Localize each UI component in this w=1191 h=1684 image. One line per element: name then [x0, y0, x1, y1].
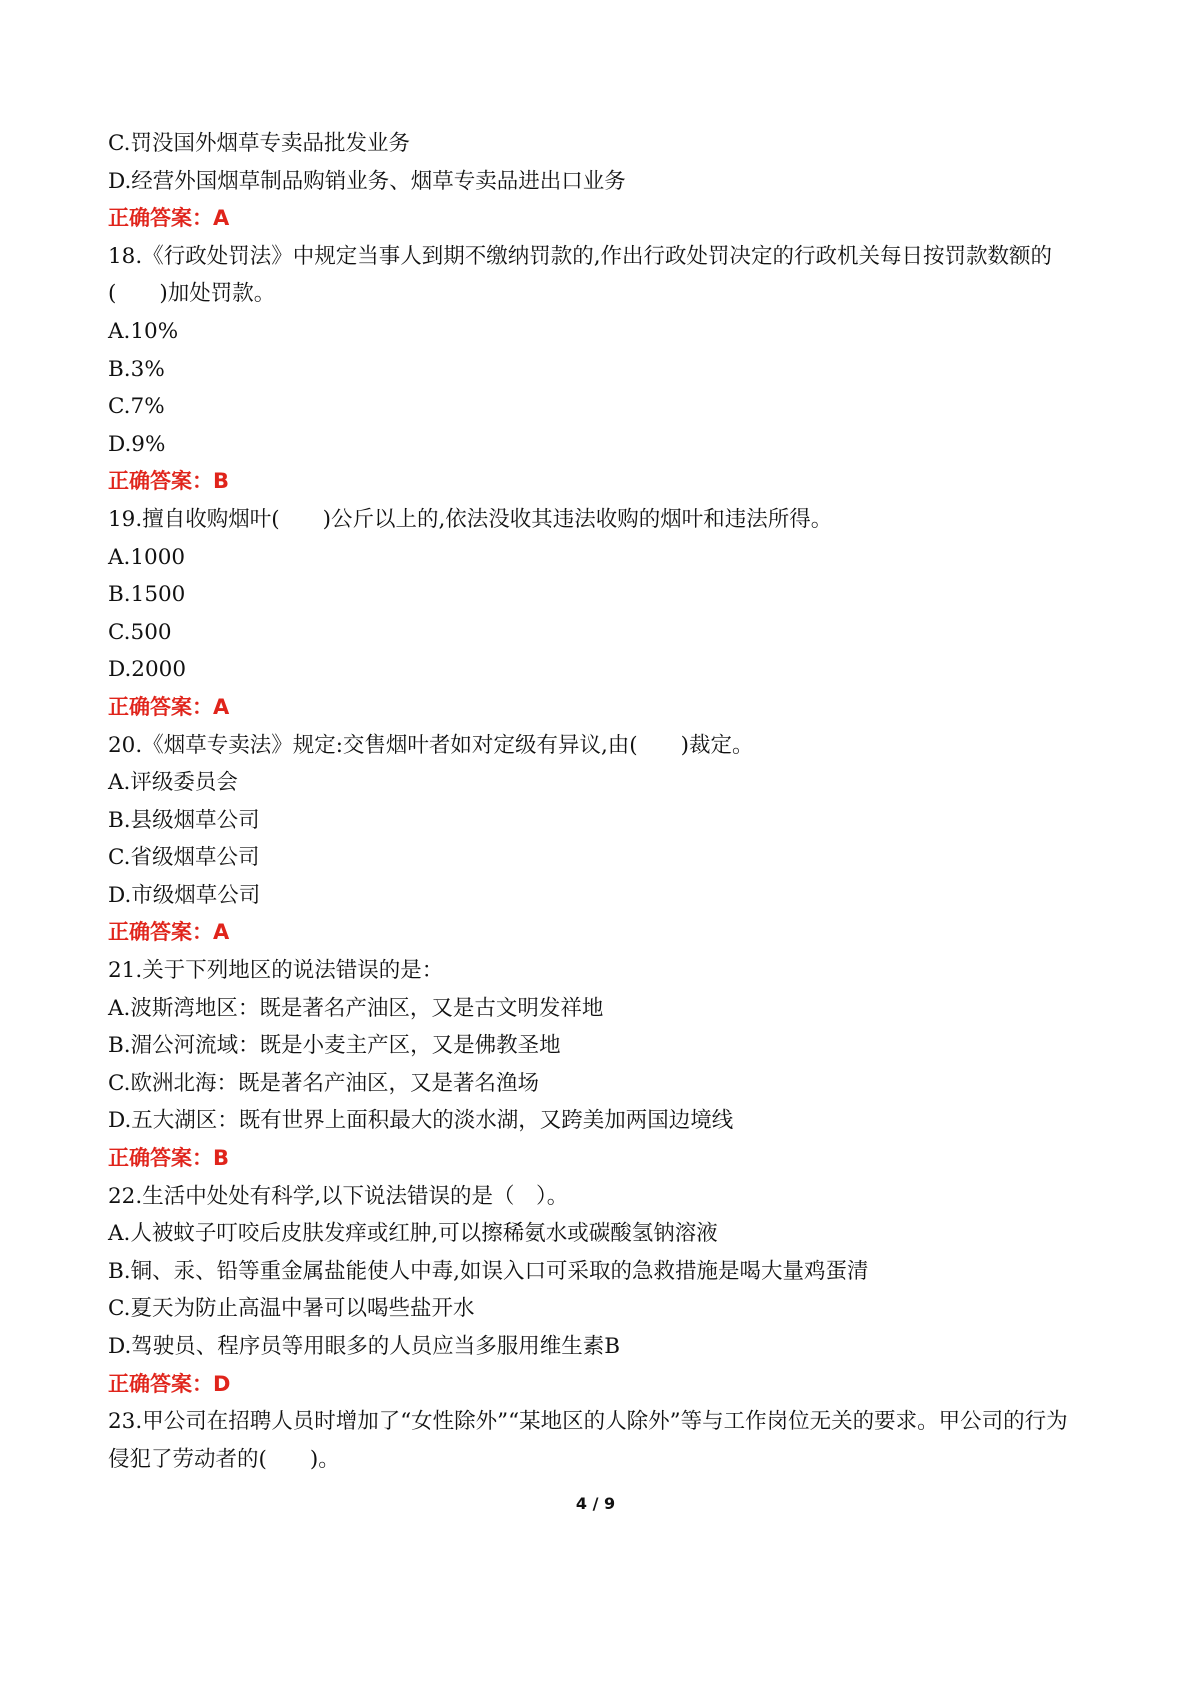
- option-line: C.罚没国外烟草专卖品批发业务: [108, 131, 411, 156]
- option-line: B.县级烟草公司: [108, 807, 260, 833]
- option-line: C.欧洲北海：既是著名产油区，又是著名渔场: [108, 1070, 540, 1096]
- option-line: D.经营外国烟草制品购销业务、烟草专卖品进出口业务: [108, 168, 626, 194]
- option-line: C.7%: [108, 394, 165, 420]
- question-text: 22.生活中处处有科学,以下说法错误的是（ ）。: [108, 1183, 569, 1209]
- question-text: 20.《烟草专卖法》规定:交售烟叶者如对定级有异议,由( )裁定。: [108, 732, 754, 758]
- option-line: D.市级烟草公司: [108, 882, 261, 908]
- option-line: C.省级烟草公司: [108, 845, 260, 871]
- option-line: A.波斯湾地区：既是著名产油区，又是古文明发祥地: [108, 995, 604, 1021]
- correct-answer: 正确答案：B: [108, 469, 230, 494]
- option-line: D.五大湖区：既有世界上面积最大的淡水湖，又跨美加两国边境线: [108, 1108, 734, 1134]
- option-line: B.3%: [108, 356, 165, 382]
- correct-answer: 正确答案：B: [108, 1146, 230, 1171]
- option-line: D.驾驶员、程序员等用眼多的人员应当多服用维生素B: [108, 1334, 621, 1359]
- question-text: 23.甲公司在招聘人员时增加了“女性除外”“某地区的人除外”等与工作岗位无关的要求。甲公司的行为侵犯了劳动者的( )。: [108, 1409, 1068, 1472]
- option-line: A.10%: [108, 318, 179, 344]
- correct-answer: 正确答案：A: [108, 694, 230, 719]
- option-line: B.湄公河流域：既是小麦主产区，又是佛教圣地: [108, 1033, 561, 1059]
- page-number: 4 / 9: [575, 1494, 616, 1513]
- option-line: D.2000: [108, 657, 187, 683]
- option-line: A.人被蚊子叮咬后皮肤发痒或红肿,可以擦稀氨水或碳酸氢钠溶液: [108, 1221, 718, 1247]
- option-line: D.9%: [108, 431, 166, 457]
- question-text: 21.关于下列地区的说法错误的是：: [108, 958, 444, 984]
- option-line: C.夏天为防止高温中暑可以喝些盐开水: [108, 1296, 475, 1322]
- option-line: B.1500: [108, 582, 186, 608]
- option-line: A.评级委员会: [108, 770, 238, 796]
- question-text: 19.擅自收购烟叶( )公斤以上的,依法没收其违法收购的烟叶和违法所得。: [108, 506, 833, 532]
- question-text: 18.《行政处罚法》中规定当事人到期不缴纳罚款的,作出行政处罚决定的行政机关每日按罚款数额的( )加处罚款。: [108, 243, 1053, 307]
- question-list: [108, 125, 1088, 1478]
- option-line: B.铜、汞、铅等重金属盐能使人中毒,如误入口可采取的急救措施是喝大量鸡蛋清: [108, 1258, 869, 1284]
- correct-answer: 正确答案：D: [108, 1371, 231, 1396]
- option-line: C.500: [108, 619, 172, 645]
- option-line: A.1000: [108, 544, 186, 570]
- correct-answer: 正确答案：A: [108, 920, 230, 945]
- correct-answer: 正确答案：A: [108, 206, 230, 231]
